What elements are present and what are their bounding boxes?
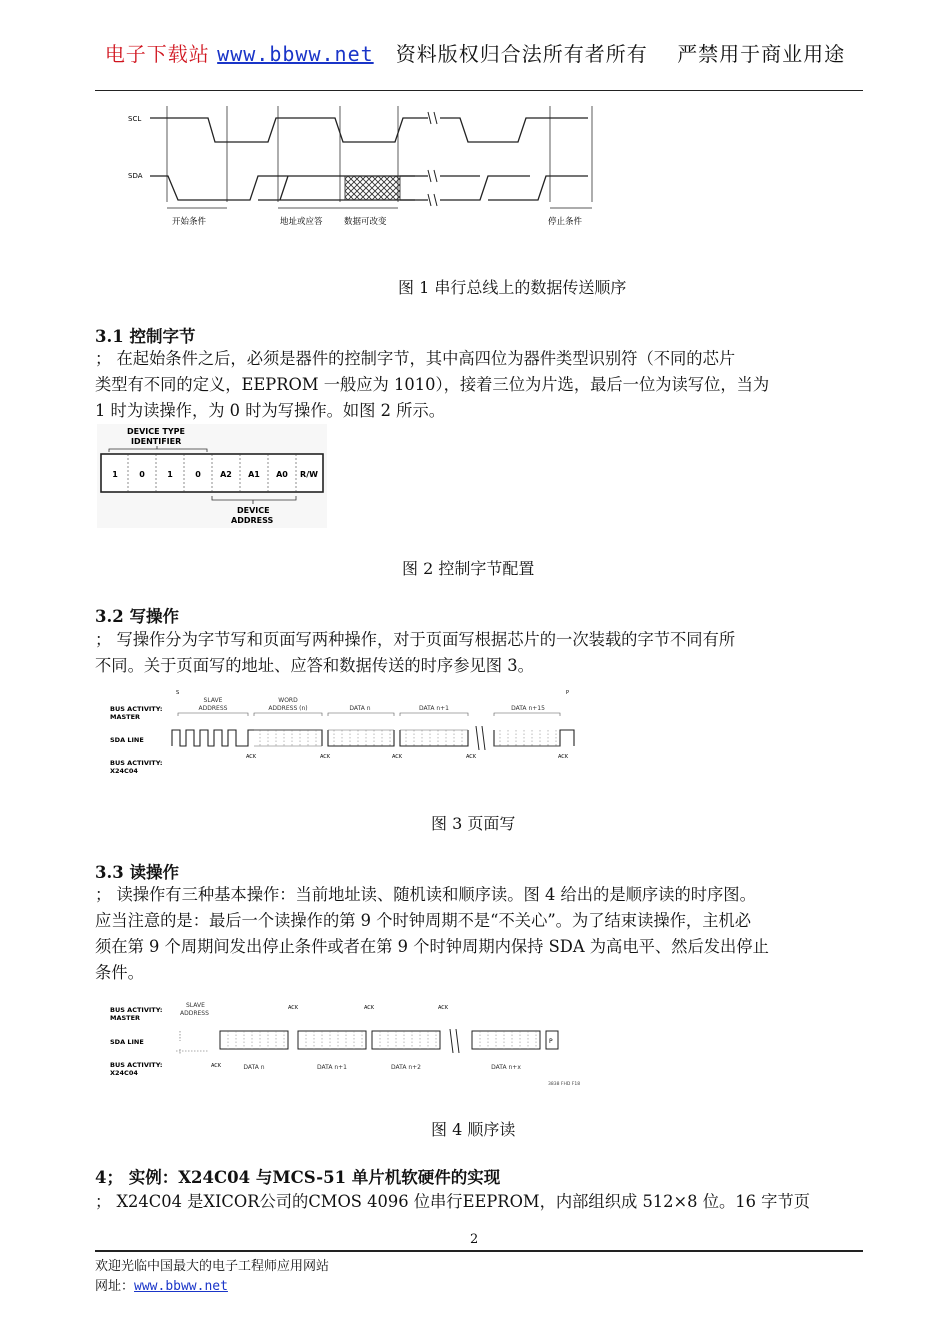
sda-label: SDA bbox=[128, 172, 143, 180]
section-3-1-paragraph bbox=[95, 346, 863, 424]
figure-3-page-write bbox=[108, 686, 583, 782]
field-label: WORD bbox=[278, 697, 298, 704]
field-label: DATA n+x bbox=[491, 1064, 521, 1071]
fig1-label-start: 开始条件 bbox=[172, 217, 207, 227]
master-label-2: MASTER bbox=[110, 1014, 141, 1022]
bit-7: 1 bbox=[112, 470, 118, 479]
footer-rule bbox=[95, 1250, 863, 1252]
figure-4-caption: 图 4 顺序读 bbox=[431, 1120, 516, 1139]
fig1-label-address: 地址或应答 bbox=[280, 217, 323, 227]
footer-url-link[interactable]: www.bbww.net bbox=[134, 1279, 228, 1294]
master-label: BUS ACTIVITY: bbox=[110, 705, 163, 713]
header-rule bbox=[95, 90, 863, 91]
field-label: DATA n bbox=[349, 705, 371, 712]
ack-top-1: ACK bbox=[287, 1005, 299, 1011]
slave-label-2: X24C04 bbox=[110, 767, 138, 775]
ack-2: ACK bbox=[319, 754, 331, 760]
section-4-title: 4； 实例：X24C04 与MCS-51 单片机软硬件的实现 bbox=[95, 1168, 501, 1187]
usage-restriction: 严禁用于商业用途 bbox=[677, 42, 846, 66]
figure-2-control-byte bbox=[97, 424, 327, 528]
field-label: ADDRESS bbox=[180, 1010, 209, 1017]
fig1-label-stop: 停止条件 bbox=[548, 217, 583, 227]
footer-welcome: 欢迎光临中国最大的电子工程师应用网站 bbox=[95, 1259, 330, 1274]
field-label: DATA n+1 bbox=[316, 1064, 348, 1071]
section-3-2-title: 3.2 写操作 bbox=[95, 607, 179, 626]
section-3-3-paragraph bbox=[95, 882, 863, 986]
data-change-area bbox=[345, 176, 400, 200]
scl-waveform bbox=[150, 118, 588, 142]
sda-line-label: SDA LINE bbox=[110, 1038, 144, 1046]
ack-top-3: ACK bbox=[437, 1005, 449, 1011]
field-label: DATA n+2 bbox=[390, 1064, 422, 1071]
bit-4: 0 bbox=[195, 470, 201, 479]
scl-label: SCL bbox=[128, 115, 142, 123]
ack-1: ACK bbox=[245, 754, 257, 760]
para-line: ； 写操作分为字节写和页面写两种操作，对于页面写根据芯片的一次装载的字节不同有所 bbox=[95, 630, 736, 649]
master-label: BUS ACTIVITY: bbox=[110, 1006, 163, 1014]
sda-line-label: SDA LINE bbox=[110, 736, 144, 744]
stop-marker: P bbox=[566, 690, 570, 696]
start-marker: S bbox=[176, 690, 180, 696]
field-label: DATA n bbox=[243, 1064, 265, 1071]
bit-a2: A2 bbox=[220, 470, 232, 479]
figure-ref-code: 3838 FHD F18 bbox=[548, 1082, 581, 1087]
field-label: SLAVE bbox=[186, 1002, 205, 1009]
field-label: SLAVE bbox=[203, 697, 223, 704]
ack-3: ACK bbox=[391, 754, 403, 760]
slave-label-2: X24C04 bbox=[110, 1069, 138, 1077]
figure-3-caption: 图 3 页面写 bbox=[431, 814, 516, 833]
figure-1-caption: 图 1 串行总线上的数据传送顺序 bbox=[398, 278, 627, 297]
slave-label: BUS ACTIVITY: bbox=[110, 759, 163, 767]
bit-6: 0 bbox=[139, 470, 145, 479]
section-3-3-title: 3.3 读操作 bbox=[95, 863, 179, 882]
copyright-notice: 资料版权归合法所有者所有 bbox=[395, 42, 648, 66]
field-label: DATA n+15 bbox=[511, 705, 545, 712]
para-line: 条件。 bbox=[95, 963, 144, 982]
site-name: 电子下载站 bbox=[104, 42, 210, 66]
device-type-label: DEVICE TYPE bbox=[127, 427, 185, 436]
page-header bbox=[0, 38, 950, 67]
bit-a0: A0 bbox=[276, 470, 288, 479]
address-label: ADDRESS bbox=[231, 516, 274, 525]
ack-4: ACK bbox=[465, 754, 477, 760]
stop-marker: P bbox=[549, 1038, 553, 1045]
fig1-label-data-change: 数据可改变 bbox=[344, 217, 387, 227]
para-line: 类型有不同的定义，EEPROM 一般应为 1010），接着三位为片选，最后一位为读写位，当为 bbox=[95, 375, 770, 394]
sda-waveform bbox=[172, 730, 574, 746]
para-line: 不同。关于页面写的地址、应答和数据传送的时序参见图 3。 bbox=[95, 656, 534, 675]
field-label: ADDRESS (n) bbox=[268, 705, 308, 712]
section-3-2-paragraph bbox=[95, 627, 863, 679]
master-label-2: MASTER bbox=[110, 713, 141, 721]
bit-5: 1 bbox=[167, 470, 173, 479]
ack-5: ACK bbox=[557, 754, 569, 760]
section-3-1-title: 3.1 控制字节 bbox=[95, 327, 196, 346]
footer-url-line bbox=[95, 1275, 228, 1294]
para-line: 须在第 9 个周期间发出停止条件或者在第 9 个时钟周期内保持 SDA 为高电平、然后发出停止 bbox=[95, 937, 769, 956]
bit-rw: R/W bbox=[300, 470, 318, 479]
figure-2-caption: 图 2 控制字节配置 bbox=[402, 559, 535, 578]
bit-a1: A1 bbox=[248, 470, 260, 479]
figure-1-timing bbox=[120, 104, 620, 234]
slave-label: BUS ACTIVITY: bbox=[110, 1061, 163, 1069]
field-label: DATA n+1 bbox=[418, 705, 450, 712]
page-number: 2 bbox=[470, 1232, 479, 1247]
device-label: DEVICE bbox=[237, 506, 270, 515]
para-line: ； 在起始条件之后，必须是器件的控制字节，其中高四位为器件类型识别符（不同的芯片 bbox=[95, 349, 736, 368]
ack-top-2: ACK bbox=[363, 1005, 375, 1011]
figure-4-sequential-read bbox=[108, 997, 583, 1093]
section-4-paragraph bbox=[95, 1189, 863, 1215]
header-url-link[interactable]: www.bbww.net bbox=[217, 42, 374, 66]
footer-url-label: 网址： bbox=[95, 1279, 135, 1294]
para-line: 1 时为读操作，为 0 时为写操作。如图 2 所示。 bbox=[95, 401, 446, 420]
ack-bottom: ACK bbox=[210, 1063, 222, 1069]
identifier-label: IDENTIFIER bbox=[131, 437, 182, 446]
para-line: ； X24C04 是XICOR公司的CMOS 4096 位串行EEPROM，内部组织成 512×8 位。16 字节页 bbox=[95, 1192, 811, 1211]
para-line: ； 读操作有三种基本操作：当前地址读、随机读和顺序读。图 4 给出的是顺序读的时序图。 bbox=[95, 885, 756, 904]
para-line: 应当注意的是：最后一个读操作的第 9 个时钟周期不是“不关心”。为了结束读操作，主机必 bbox=[95, 911, 752, 930]
field-label: ADDRESS bbox=[198, 705, 228, 712]
